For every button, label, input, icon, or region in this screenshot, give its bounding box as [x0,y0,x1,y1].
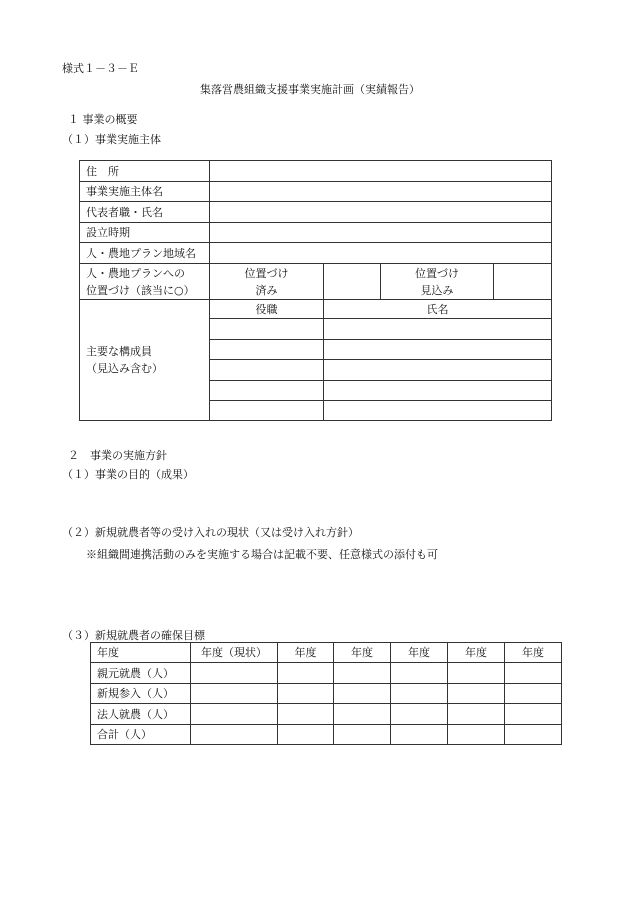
member-name-field[interactable] [324,340,552,360]
address-field[interactable] [210,161,552,182]
row-label-new-entry: 新規参入（人） [91,684,191,704]
header-year-2: 年度 [278,643,334,663]
header-year-current: 年度（現状） [191,643,278,663]
cell[interactable] [448,725,505,745]
cell[interactable] [448,663,505,684]
cell[interactable] [505,704,562,725]
entity-table [79,160,552,421]
cell[interactable] [334,684,391,704]
plan-area-field[interactable] [210,243,552,264]
label-positioned-line2: 済み [255,283,278,297]
member-name-field[interactable] [324,319,552,340]
cell[interactable] [391,725,448,745]
cell[interactable] [334,725,391,745]
new-farmer-target-table [90,642,562,745]
section2-heading: ２ 事業の実施方針 [68,449,167,462]
positioned-mark-field[interactable] [324,264,381,300]
label-members-line2: （見込み含む） [86,362,163,375]
section2-sub2: （２）新規就農者等の受け入れの現状（又は受け入れ方針） [62,526,359,539]
label-expected [381,264,494,300]
member-role-field[interactable] [210,319,324,340]
member-role-field[interactable] [210,401,324,421]
established-field[interactable] [210,223,552,243]
member-name-field[interactable] [324,381,552,401]
row-label-corporate: 法人就農（人） [91,704,191,725]
section1-sub1: （１）事業実施主体 [62,133,161,146]
form-code: 様式１－３－Ｅ [62,62,139,75]
cell[interactable] [278,684,334,704]
section2-note: ※組織間連携活動のみを実施する場合は記載不要、任意様式の添付も可 [86,548,438,561]
member-name-field[interactable] [324,401,552,421]
col-name-header: 氏名 [324,300,552,319]
cell[interactable] [278,704,334,725]
cell[interactable] [334,704,391,725]
col-role-header: 役職 [210,300,324,319]
cell[interactable] [191,725,278,745]
label-members-line1: 主要な構成員 [86,345,152,358]
representative-field[interactable] [210,202,552,223]
cell[interactable] [191,684,278,704]
entity-name-field[interactable] [210,182,552,202]
label-plan-position-line2: 位置づけ（該当に○） [86,283,195,297]
label-address: 住 所 [80,161,210,182]
header-year-6: 年度 [505,643,562,663]
label-positioned [210,264,324,300]
member-role-field[interactable] [210,360,324,381]
cell[interactable] [278,725,334,745]
cell[interactable] [191,663,278,684]
header-year: 年度 [91,643,191,663]
label-plan-area: 人・農地プラン地域名 [80,243,210,264]
label-representative: 代表者職・氏名 [80,202,210,223]
label-entity-name: 事業実施主体名 [80,182,210,202]
cell[interactable] [391,704,448,725]
row-label-parental: 親元就農（人） [91,663,191,684]
header-year-5: 年度 [448,643,505,663]
label-plan-position [80,264,210,300]
page-title: 集落営農組織支援事業実施計画（実績報告） [200,83,420,96]
cell[interactable] [505,684,562,704]
cell[interactable] [391,684,448,704]
cell[interactable] [334,663,391,684]
section2-sub3: （３）新規就農者の確保目標 [62,629,205,642]
member-role-field[interactable] [210,340,324,360]
header-year-3: 年度 [334,643,391,663]
section2-sub1: （１）事業の目的（成果） [62,468,194,481]
member-name-field[interactable] [324,360,552,381]
expected-mark-field[interactable] [494,264,552,300]
cell[interactable] [448,684,505,704]
section1-heading: １ 事業の概要 [68,113,138,126]
label-established: 設立時期 [80,223,210,243]
header-year-4: 年度 [391,643,448,663]
cell[interactable] [505,725,562,745]
cell[interactable] [448,704,505,725]
cell[interactable] [391,663,448,684]
cell[interactable] [278,663,334,684]
label-expected-line1: 位置づけ [415,266,459,280]
member-role-field[interactable] [210,381,324,401]
label-expected-line2: 見込み [420,283,454,297]
cell[interactable] [505,663,562,684]
label-plan-position-line1: 人・農地プランへの [86,266,185,280]
cell[interactable] [191,704,278,725]
row-label-total: 合計（人） [91,725,191,745]
label-members [80,300,210,421]
label-positioned-line1: 位置づけ [244,266,289,280]
